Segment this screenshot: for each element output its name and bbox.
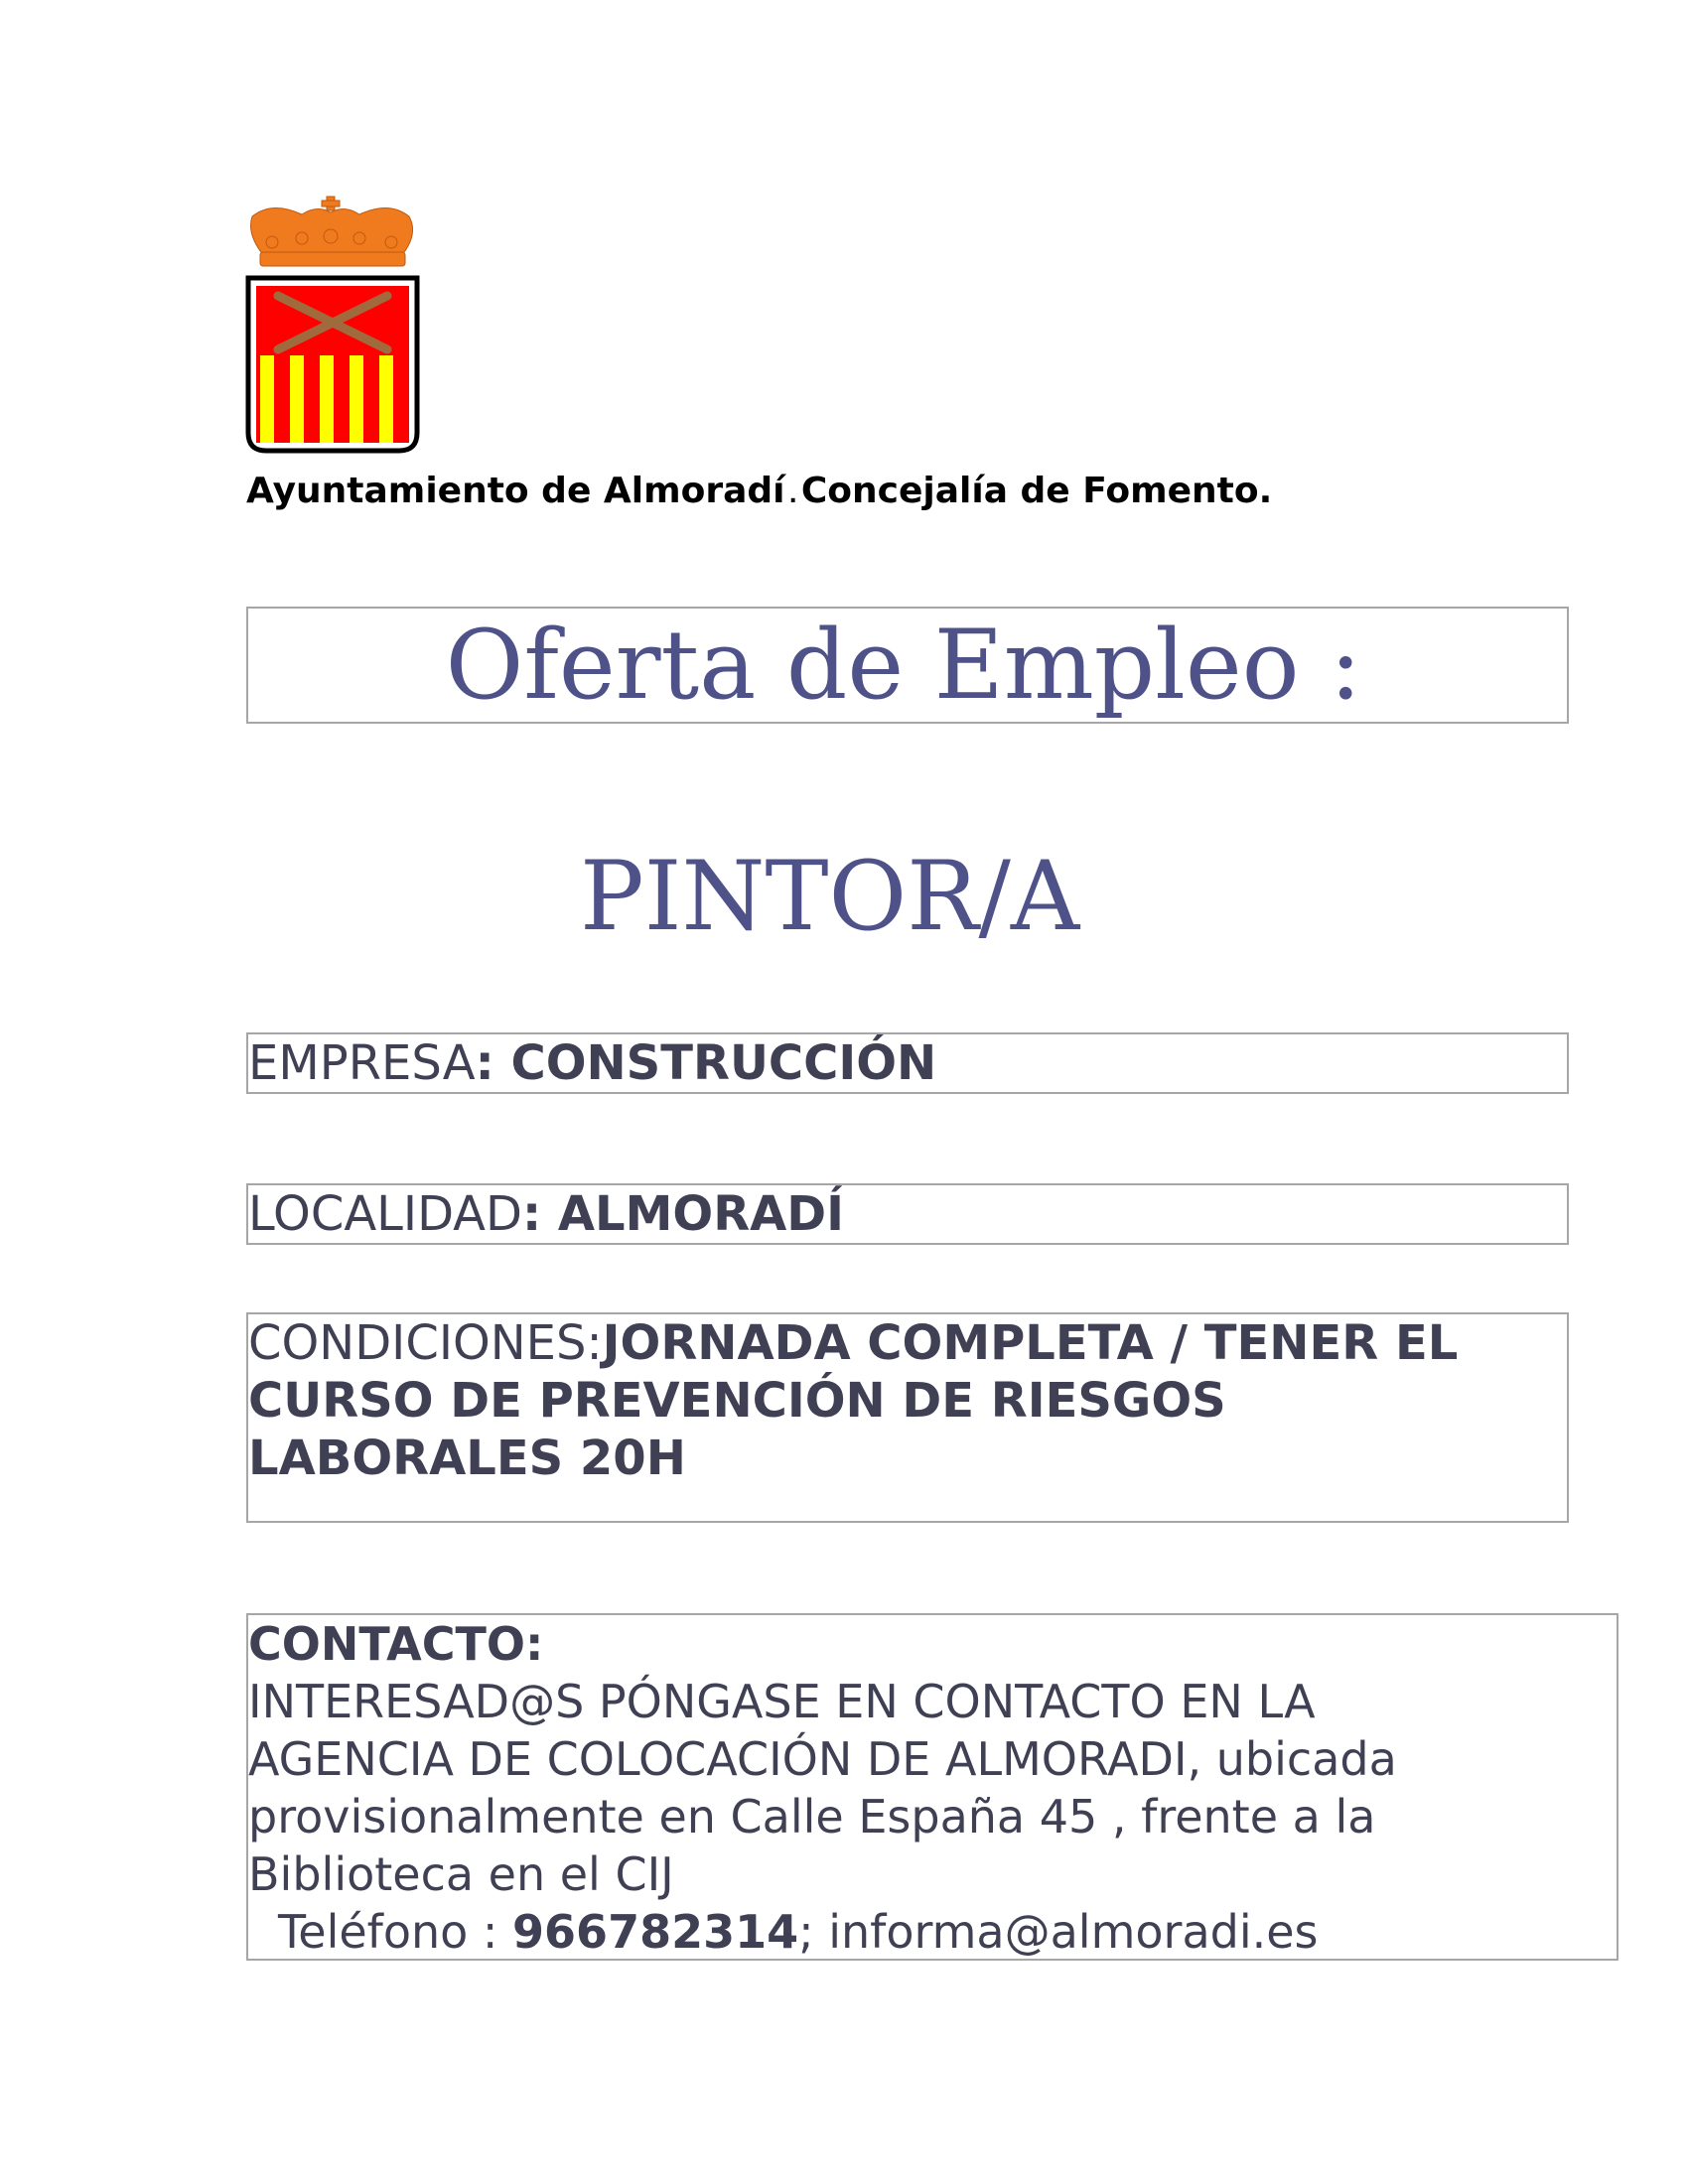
localidad-label: LOCALIDAD: [248, 1186, 522, 1242]
header-line: [246, 471, 1272, 511]
contact-line: Biblioteca en el CIJ: [248, 1847, 674, 1901]
contact-line: AGENCIA DE COLOCACIÓN DE ALMORADI, ubicada: [248, 1732, 1397, 1786]
job-title: PINTOR/A: [580, 841, 1080, 952]
condiciones-value: LABORALES 20H: [248, 1431, 686, 1486]
empresa-label: EMPRESA: [248, 1035, 476, 1091]
organization-name: Ayuntamiento de Almoradí: [246, 471, 785, 511]
condiciones-field: [246, 1312, 1569, 1523]
condiciones-label: CONDICIONES:: [248, 1315, 603, 1371]
contact-line: INTERESAD@S PÓNGASE EN CONTACTO EN LA: [248, 1675, 1316, 1728]
condiciones-line: [248, 1314, 1567, 1372]
phone-number: 966782314: [512, 1905, 799, 1959]
contact-heading: CONTACTO:: [248, 1617, 544, 1671]
empresa-field: [246, 1032, 1569, 1094]
contact-email: ; informa@almoradi.es: [798, 1905, 1319, 1959]
empresa-value: : CONSTRUCCIÓN: [475, 1035, 937, 1091]
almoradi-coat-of-arms-logo: [242, 195, 423, 455]
contact-phone-line: [248, 1903, 1617, 1961]
header-separator: .: [788, 483, 797, 508]
offer-title-box: [246, 607, 1569, 724]
contact-box: [246, 1613, 1618, 1961]
offer-title: Oferta de Empleo :: [445, 610, 1362, 721]
department-name: Concejalía de Fomento.: [800, 471, 1273, 511]
localidad-value: : ALMORADÍ: [521, 1186, 845, 1242]
localidad-field: [246, 1183, 1569, 1245]
phone-label: Teléfono :: [278, 1905, 513, 1959]
condiciones-value: JORNADA COMPLETA / TENER EL: [602, 1315, 1459, 1371]
contact-line: provisionalmente en Calle España 45 , frente a la: [248, 1790, 1376, 1843]
condiciones-value: CURSO DE PREVENCIÓN DE RIESGOS: [248, 1373, 1226, 1429]
